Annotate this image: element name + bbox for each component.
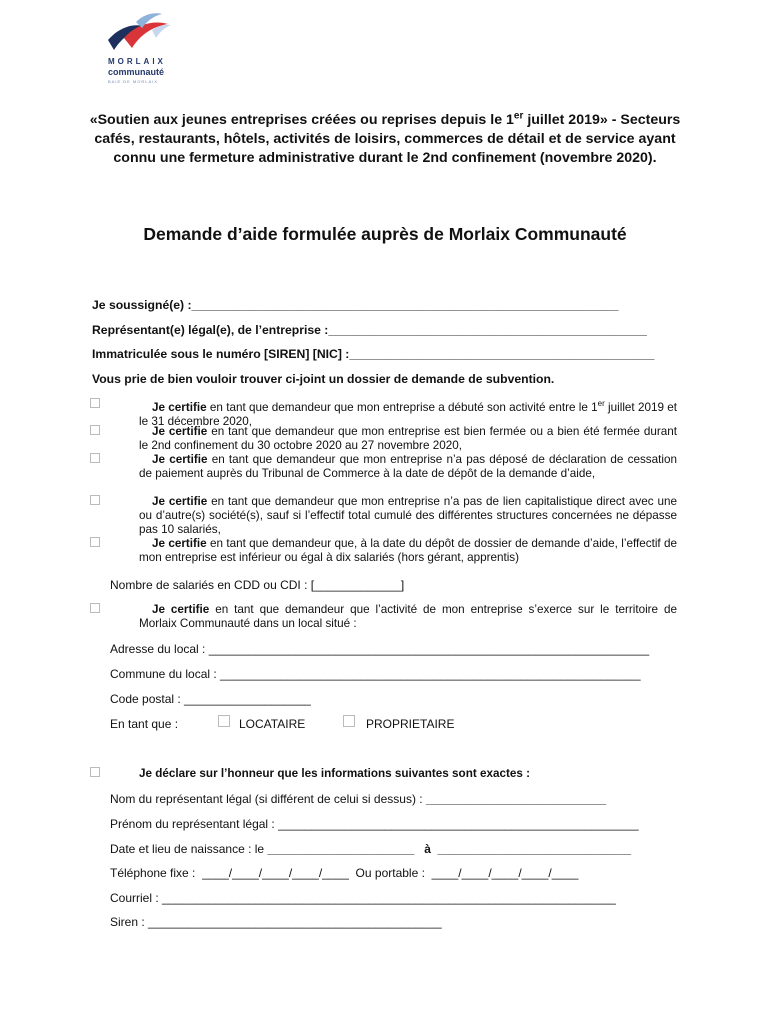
morlaix-logo-icon — [106, 10, 172, 56]
adresse-field[interactable]: Adresse du local : __________________________________________________________________ — [110, 642, 650, 656]
proprietaire-label: PROPRIETAIRE — [366, 717, 455, 731]
tel-line: ____/____/____/____/____ — [202, 866, 349, 880]
certification-text: en tant que demandeur que mon entreprise n’a pas de lien capitalistique direct avec une ou d’autre(s) société(s), sauf si l’effectif total cumulé des différentes structures concernées ne dépasse pas 10 salariés, — [139, 495, 677, 537]
certification-3 — [139, 453, 677, 481]
nom-representant-field[interactable] — [110, 792, 606, 806]
certification-text: en tant que demandeur que mon entreprise a débuté son activité entre le 1 — [206, 400, 598, 414]
tel-label: Téléphone fixe : — [110, 866, 196, 880]
certification-checkbox-4[interactable] — [90, 495, 100, 505]
certification-2 — [139, 425, 677, 453]
certification-text2: juillet 2019 et le 31 décembre 2020, — [139, 400, 678, 429]
territoire-certification — [139, 603, 677, 631]
title-part1: «Soutien aux jeunes entreprises créées ou reprises depuis le 1 — [89, 112, 514, 128]
prenom-representant-field[interactable]: Prénom du représentant légal : ______________________________________________________ — [110, 817, 639, 831]
soussigne-field[interactable]: Je soussigné(e) :_______________________________________________________________ — [92, 298, 619, 312]
certification-checkbox-1[interactable] — [90, 398, 100, 408]
salaries-field[interactable]: Nombre de salariés en CDD ou CDI : [_____________] — [110, 578, 405, 592]
portable-line: ____/____/____/____/____ — [431, 866, 579, 880]
logo-tagline: BAIE DE MORLAIX — [108, 79, 158, 84]
siren-field[interactable]: Siren : ____________________________________________ — [110, 915, 442, 929]
document-title — [80, 111, 690, 168]
nom-label: Nom du représentant légal (si différent de celui si dessus) : — [110, 792, 423, 806]
locataire-checkbox[interactable] — [218, 715, 230, 727]
date-label: Date et lieu de naissance : le — [110, 842, 265, 856]
certification-lead: Je certifie — [152, 425, 208, 438]
certification-text: en tant que demandeur que, à la date du dépôt de dossier de demande d’aide, l’effectif de mon entreprise est inférieur ou égal à dix salariés (hors gérant, apprentis) — [139, 537, 678, 565]
certification-checkbox-3[interactable] — [90, 453, 100, 463]
document-subtitle: Demande d’aide formulée auprès de Morlaix Communauté — [143, 224, 627, 244]
title-sup: er — [513, 110, 524, 122]
title-part2: juillet 2019» - Secteurs cafés, restaurants, hôtels, activités de loisirs, commerces de détail et de service ayant connu une fermeture administrative durant le 2nd confinement (novembre 2020). — [94, 112, 681, 166]
courriel-field[interactable]: Courriel : ____________________________________________________________________ — [110, 891, 616, 905]
certification-lead: Je certifie — [152, 400, 207, 414]
locataire-label: LOCATAIRE — [239, 717, 306, 731]
immatriculation-field[interactable]: Immatriculée sous le numéro [SIREN] [NIC] :_____________________________________________ — [92, 347, 655, 361]
commune-field[interactable]: Commune du local : _______________________________________________________________ — [110, 667, 641, 681]
representant-field[interactable]: Représentant(e) légal(e), de l’entreprise :_______________________________________________ — [92, 323, 647, 337]
certification-5 — [139, 537, 677, 565]
certification-lead: Je certifie — [152, 537, 207, 550]
territoire-checkbox[interactable] — [90, 603, 100, 613]
certification-checkbox-5[interactable] — [90, 537, 100, 547]
declaration-text: Je déclare sur l’honneur que les informations suivantes sont exactes : — [139, 767, 531, 780]
declaration-checkbox[interactable] — [90, 767, 100, 777]
en-tant-que-label: En tant que : — [110, 717, 179, 731]
morlaix-logo — [106, 10, 178, 84]
logo-name: communauté — [108, 67, 165, 77]
logo-brand: MORLAIX — [108, 57, 166, 66]
naissance-field[interactable] — [110, 842, 631, 856]
code-postal-field[interactable]: Code postal : ___________________ — [110, 692, 311, 706]
telephone-field[interactable] — [110, 866, 578, 880]
certification-lead: Je certifie — [152, 495, 208, 508]
a-label: à — [424, 842, 431, 856]
nom-line: ___________________________ — [425, 792, 607, 806]
proprietaire-checkbox[interactable] — [343, 715, 355, 727]
certification-checkbox-2[interactable] — [90, 425, 100, 435]
portable-label: Ou portable : — [355, 866, 425, 880]
territoire-text: en tant que demandeur que l’activité de mon entreprise s’exerce sur le territoire de Morlaix Communauté dans un local situé : — [139, 603, 677, 631]
certification-sup: er — [597, 399, 605, 408]
certification-lead: Je certifie — [152, 453, 208, 466]
certification-text: en tant que demandeur que mon entreprise n’a pas déposé de déclaration de cessation de paiement auprès du Tribunal de Commerce à la date de dépôt de la demande d’aide, — [139, 453, 677, 481]
certification-text: en tant que demandeur que mon entreprise est bien fermée ou a bien été fermée durant le 2nd confinement du 30 octobre 2020 au 27 novembre 2020, — [139, 425, 677, 453]
date-line: ______________________ — [267, 842, 415, 856]
lieu-line: _____________________________ — [437, 842, 632, 856]
intro-text: Vous prie de bien vouloir trouver ci-joint un dossier de demande de subvention. — [92, 372, 555, 386]
territoire-lead: Je certifie — [152, 603, 210, 616]
certification-4 — [139, 495, 677, 538]
